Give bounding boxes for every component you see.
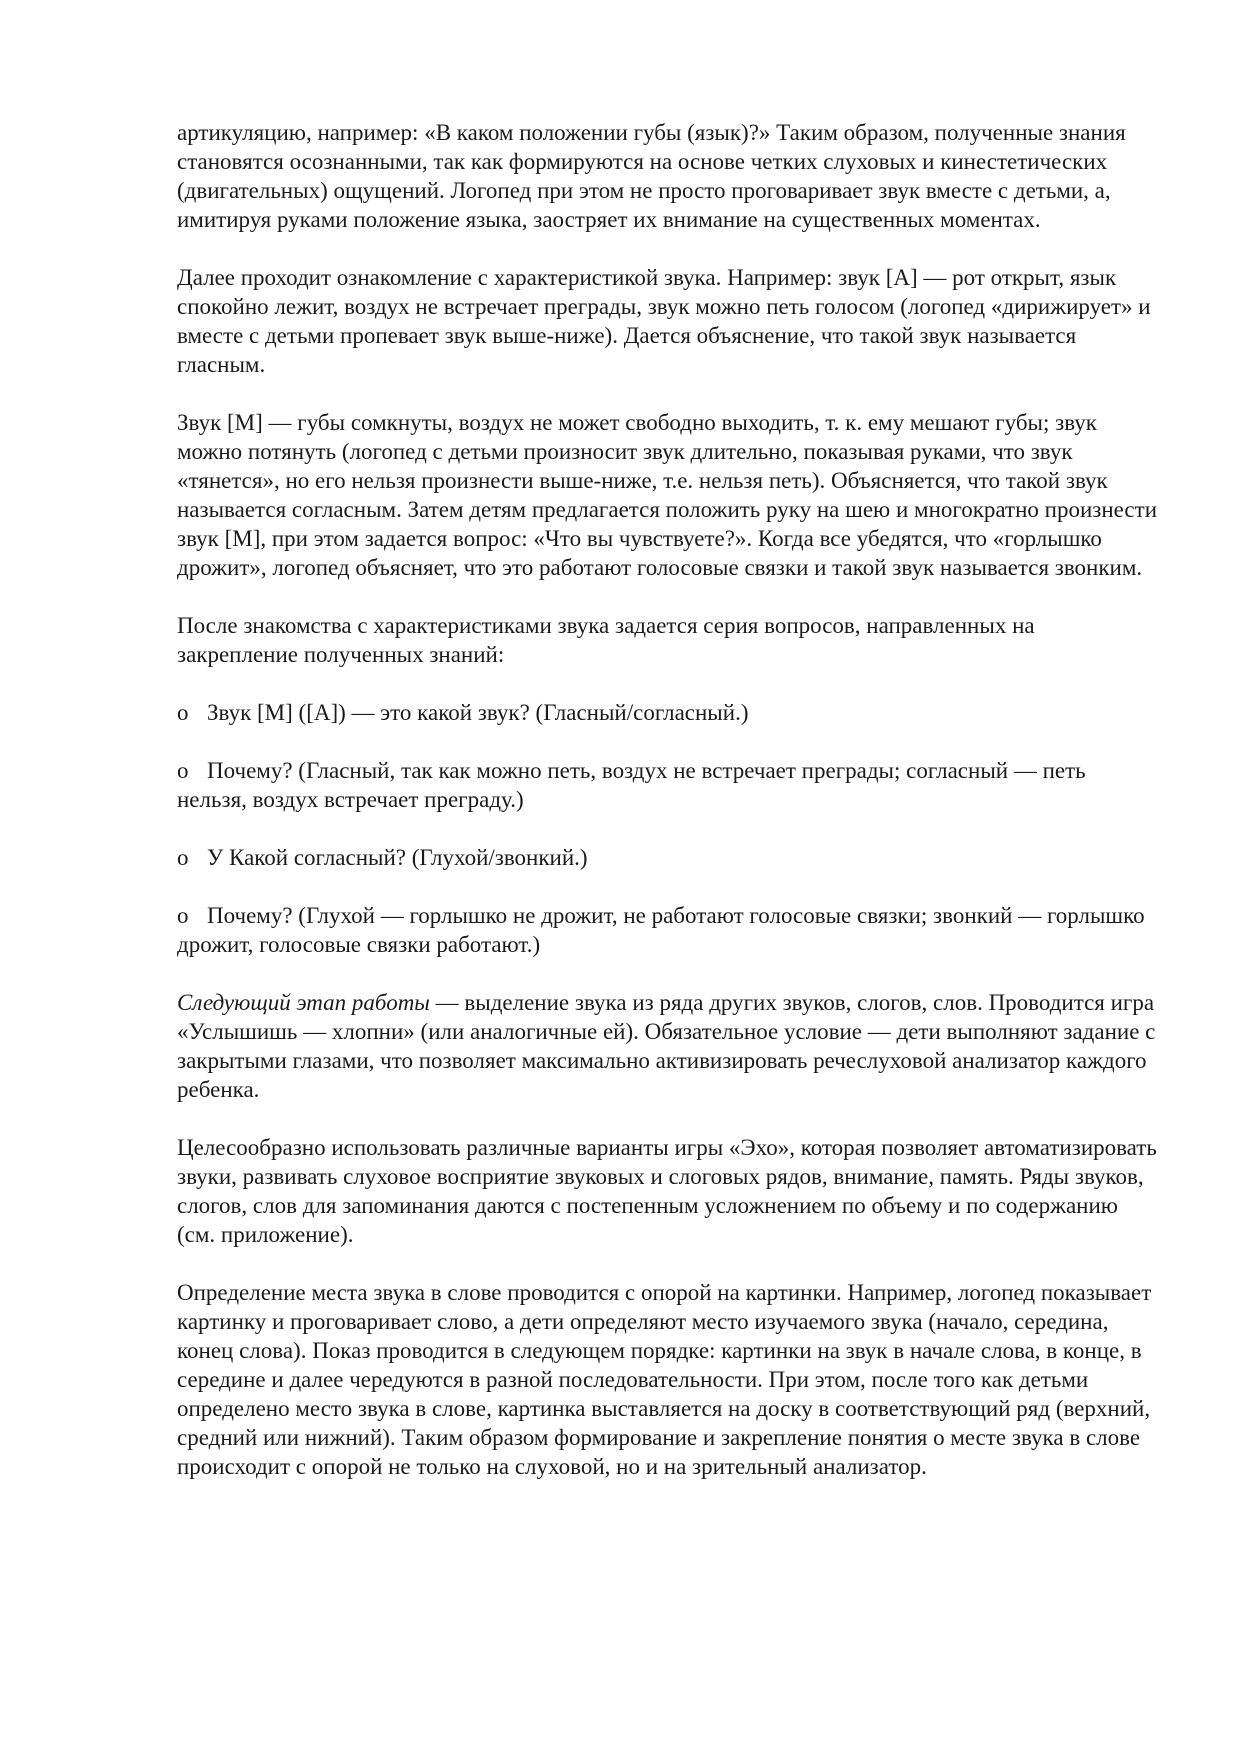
bullet-item — [177, 901, 1157, 959]
paragraph-questions-intro: После знакомства с характеристиками звука задается серия вопросов, направленных на закрепление полученных знаний: — [177, 613, 1035, 667]
paragraph-echo-game: Целесообразно использовать различные варианты игры «Эхо», которая позволяет автоматизировать звуки, развивать слуховое восприятие звуковых и слоговых рядов, внимание, память. Ряды звуков, слогов, слов для запоминания даются с постепенным усложнением по объему и по содержанию (см. приложение). — [177, 1135, 1157, 1247]
bullet-item — [177, 843, 1157, 872]
paragraph-articulation: артикуляцию, например: «В каком положении губы (язык)?» Таким образом, полученные знания становятся осознанными, так как формируются на основе четких слуховых и кинестетических (двигательных) ощущений. Логопед при этом не просто проговаривает звук вместе с детьми, а, имитируя руками положение языка, заостряет их внимание на существенных моментах. — [177, 120, 1126, 232]
bullet-marker: o — [177, 845, 189, 870]
paragraph-consonant-m: Звук [М] — губы сомкнуты, воздух не может свободно выходить, т. к. ему мешают губы; звук можно потянуть (логопед с детьми произносит звук длительно, показывая руками, что звук «тянется», но его нельзя произнести выше-ниже, т.е. нельзя петь). Объясняется, что такой звук называется согласным. Затем детям предлагается положить руку на шею и многократно произнести звук [М], при этом задается вопрос: «Что вы чувствуете?». Когда все убедятся, что «горлышко дрожит», логопед объясняет, что это работают голосовые связки и такой звук называется звонким. — [177, 410, 1158, 580]
bullet-text: Звук [М] ([А]) — это какой звук? (Гласный/согласный.) — [207, 700, 749, 725]
bullet-marker: o — [177, 758, 189, 783]
next-stage-lead: Следующий этап работы — [177, 990, 430, 1015]
bullet-text: Почему? (Глухой — горлышко не дрожит, не работают голосовые связки; звонкий — горлышко дрожит, голосовые связки работают.) — [177, 903, 1145, 957]
paragraph-sound-position: Определение места звука в слове проводится с опорой на картинки. Например, логопед показывает картинку и проговаривает слово, а дети определяют место изучаемого звука (начало, середина, конец слова). Показ проводится в следующем порядке: картинки на звук в начале слова, в конце, в середине и далее чередуются в разной последовательности. При этом, после того как детьми определено место звука в слове, картинка выставляется на доску в соответствующий ряд (верхний, средний или нижний). Таким образом формирование и закрепление понятия о месте звука в слове происходит с опорой не только на слуховой, но и на зрительный анализатор. — [177, 1280, 1152, 1479]
paragraph-next-stage — [177, 988, 1157, 1104]
bullet-text: У Какой согласный? (Глухой/звонкий.) — [207, 845, 588, 870]
next-stage-text: — выделение звука из ряда других звуков, слогов, слов. Проводится игра «Услышишь — хлопни» (или аналогичные ей). Обязательное условие — дети выполняют задание с закрытыми глазами, что позволяет максимально активизировать речеслуховой анализатор каждого ребенка. — [177, 990, 1156, 1102]
bullet-item — [177, 756, 1157, 814]
paragraph-vowel-a: Далее проходит ознакомление с характеристикой звука. Например: звук [А] — рот открыт, язык спокойно лежит, воздух не встречает преграды, звук можно петь голосом (логопед «дирижирует» и вместе с детьми пропевает звук выше-ниже). Дается объяснение, что такой звук называется гласным. — [177, 265, 1151, 377]
bullet-text: Почему? (Гласный, так как можно петь, воздух не встречает преграды; согласный — петь нельзя, воздух встречает преграду.) — [177, 758, 1086, 812]
document-body — [177, 118, 1157, 1510]
bullet-marker: o — [177, 700, 189, 725]
bullet-item — [177, 698, 1157, 727]
bullet-marker: o — [177, 903, 189, 928]
